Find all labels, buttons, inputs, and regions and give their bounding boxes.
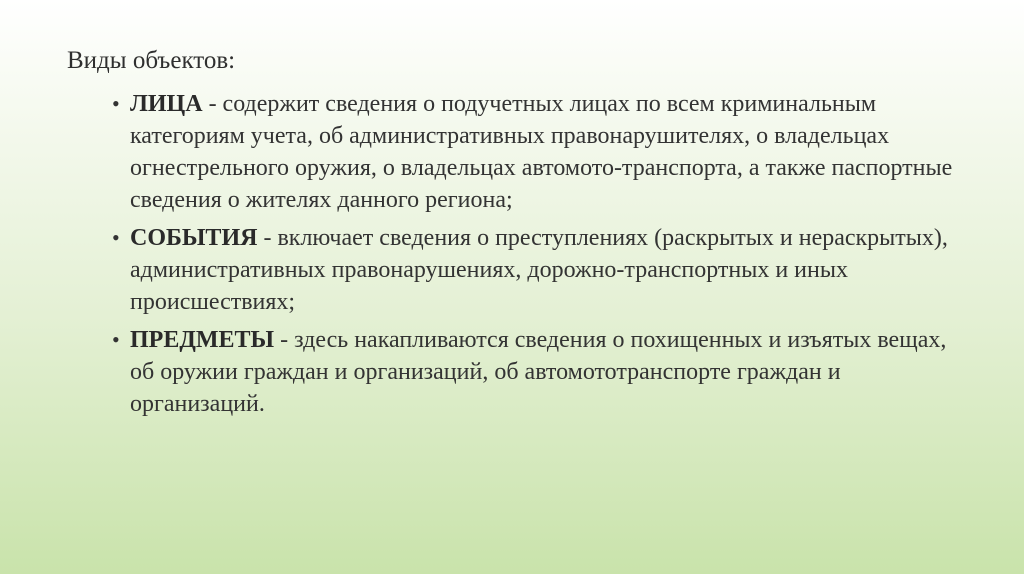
item-description: - содержит сведения о подучетных лицах по всем криминальным категориям учета, об административных правонарушителях, о владельцах огнестрельного оружия, о владельцах автомото-транспорта, а также паспортные сведения о жителях данного региона;: [130, 91, 953, 213]
item-term: СОБЫТИЯ: [130, 225, 258, 251]
item-description: - здесь накапливаются сведения о похищенных и изъятых вещах, об оружии граждан и организаций, об автомототранспорте граждан и организаций.: [130, 327, 947, 417]
list-item-persons: [112, 88, 962, 216]
bullet-icon: •: [112, 225, 120, 250]
bullet-icon: •: [112, 91, 120, 116]
list-item-events: [112, 222, 962, 318]
item-term: ПРЕДМЕТЫ: [130, 327, 275, 353]
slide-heading: Виды объектов:: [67, 47, 236, 74]
item-term: ЛИЦА: [130, 91, 203, 117]
bullet-icon: •: [112, 327, 120, 352]
list-item-objects: [112, 324, 962, 420]
item-description: - включает сведения о преступлениях (раскрытых и нераскрытых), административных правонарушениях, дорожно-транспортных и иных происшествиях;: [130, 225, 948, 315]
object-types-list: [112, 88, 962, 426]
